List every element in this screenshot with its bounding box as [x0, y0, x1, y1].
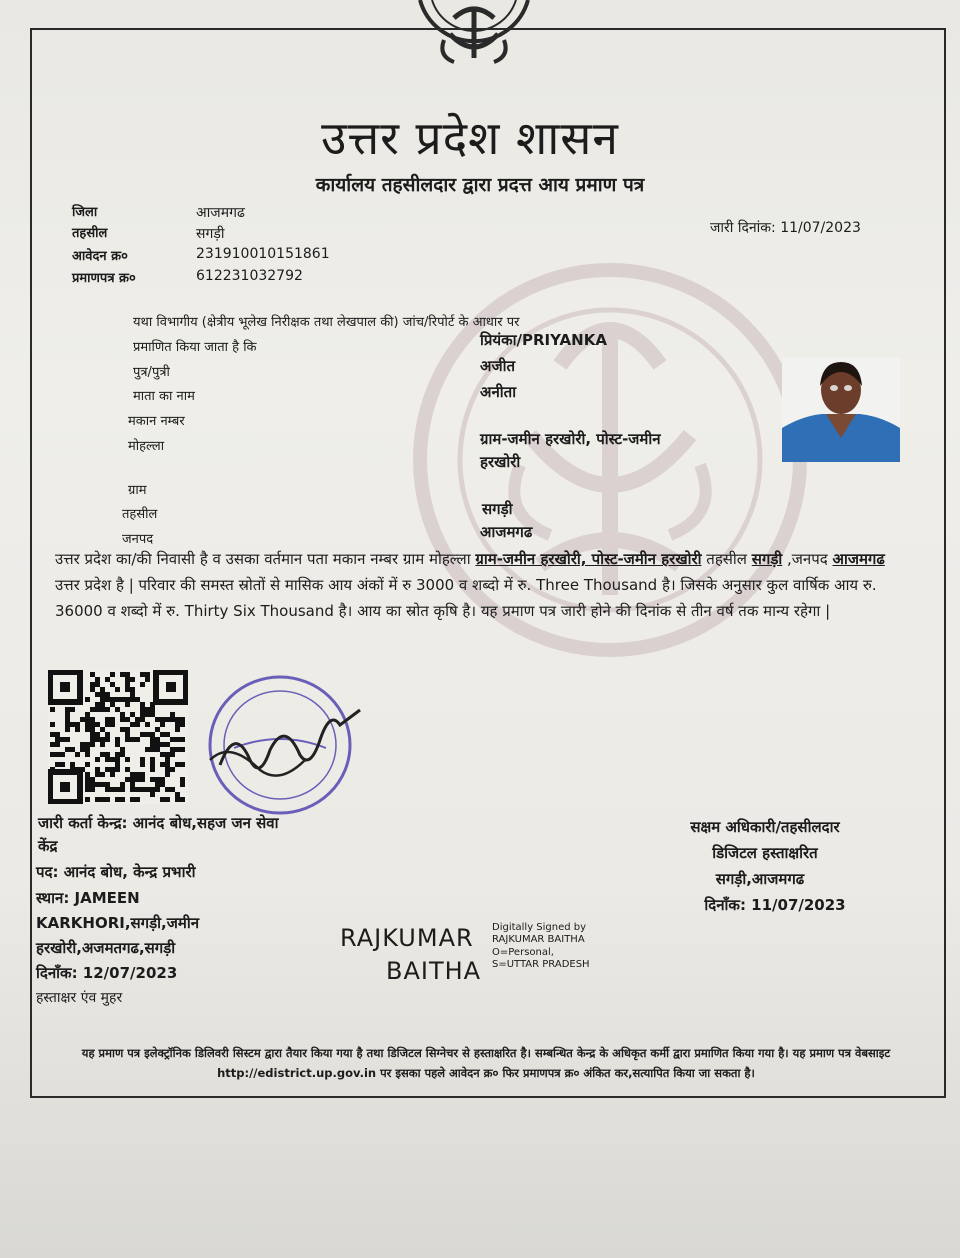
- authority-digital-signed: डिजिटल हस्ताक्षरित: [712, 844, 818, 862]
- statement-address: ग्राम-जमीन हरखोरी, पोस्ट-जमीन हरखोरी: [475, 550, 702, 568]
- janpad-label: जनपद: [122, 532, 154, 547]
- district-label: जिला: [72, 205, 98, 220]
- authority-place: सगड़ी,आजमगढ: [715, 870, 805, 888]
- statement-text-2: तहसील: [701, 550, 752, 568]
- intro-text: यथा विभागीय (क्षेत्रीय भूलेख निरीक्षक तथा लेखपाल की) जांच/रिपोर्ट के आधार पर: [133, 315, 520, 330]
- relation-label: पुत्र/पुत्री: [133, 365, 170, 380]
- district-value: आजमगढ: [196, 205, 245, 221]
- statement-text-1: उत्तर प्रदेश का/की निवासी है व उसका वर्तमान पता मकान नम्बर ग्राम मोहल्ला: [55, 550, 476, 568]
- qr-code-icon: [48, 670, 188, 804]
- digital-signature-line2: RAJKUMAR BAITHA: [492, 934, 585, 945]
- certificate-number-label: प्रमाणपत्र क्र०: [72, 271, 136, 286]
- signer-name-line1: RAJKUMAR: [340, 924, 474, 952]
- detail-tehsil-label: तहसील: [122, 507, 158, 522]
- digital-signature-line1: Digitally Signed by: [492, 922, 587, 933]
- page-subtitle: कार्यालय तहसीलदार द्वारा प्रदत्त आय प्रमाण पत्र: [315, 174, 645, 196]
- detail-tehsil-value: सगड़ी: [482, 500, 513, 518]
- authority-designation: सक्षम अधिकारी/तहसीलदार: [690, 818, 840, 836]
- issuer-place-line3: हरखोरी,अजमतगढ,सगड़ी: [36, 939, 176, 957]
- issue-date: जारी दिनांक: 11/07/2023: [710, 220, 861, 236]
- tehsil-label: तहसील: [72, 226, 108, 241]
- certified-label: प्रमाणित किया जाता है कि: [133, 340, 257, 355]
- statement-tehsil: सगड़ी: [751, 550, 783, 568]
- issuer-post: पद: आनंद बोध, केन्द्र प्रभारी: [36, 863, 196, 881]
- certificate-statement: [55, 546, 905, 624]
- issuer-place-line2: KARKHORI,सगड़ी,जमीन: [36, 914, 200, 932]
- person-photo-icon: [782, 358, 900, 462]
- relation-value: अजीत: [480, 357, 516, 375]
- statement-janpad: आजमगढ: [832, 550, 885, 568]
- authority-date: दिनाँक: 11/07/2023: [704, 896, 846, 914]
- mohalla-value-line2: हरखोरी: [480, 453, 521, 471]
- mohalla-label: मोहल्ला: [128, 439, 165, 454]
- certificate-number-value: 612231032792: [196, 268, 303, 284]
- tehsil-value: सगड़ी: [196, 226, 225, 242]
- application-label: आवेदन क्र०: [72, 249, 128, 264]
- digital-signature-line4: S=UTTAR PRADESH: [492, 959, 590, 970]
- house-number-label: मकान नम्बर: [128, 414, 185, 429]
- footer-note: यह प्रमाण पत्र इलेक्ट्रॉनिक डिलिवरी सिस्टम द्वारा तैयार किया गया है तथा डिजिटल सिग्नेचर से हस्ताक्षरित है। सम्बन्धित केन्द्र के अधिकृत कर्मी द्वारा प्रमाणित किया गया है। यह प्रमाण पत्र वेबसाइट http://edistrict.up.gov.in पर इसका पहले आवेदन क्र० फिर प्रमाणपत्र क्र० अंकित कर,सत्यापित किया जा सकता है।: [81, 1046, 891, 1080]
- mother-label: माता का नाम: [133, 389, 195, 404]
- application-value: 231910010151861: [196, 246, 330, 262]
- digital-signature-line3: O=Personal,: [492, 947, 554, 958]
- mother-value: अनीता: [480, 383, 517, 401]
- applicant-photo: [782, 358, 900, 462]
- issuer-date: दिनाँक: 12/07/2023: [36, 964, 178, 982]
- village-label: ग्राम: [128, 483, 147, 498]
- statement-text-3: ,जनपद: [782, 550, 833, 568]
- mohalla-value-line1: ग्राम-जमीन हरखोरी, पोस्ट-जमीन: [480, 430, 661, 448]
- up-government-emblem-icon: [414, 0, 534, 82]
- statement-text-4: उत्तर प्रदेश है | परिवार की समस्त स्रोतों से मासिक आय अंकों में रु 3000 व शब्दो में रु. Three Thousand है। जिसके अनुसार कुल वार्षिक आय रु. 36000 व शब्दो में रु. Thirty Six Thousand है। आय का स्रोत कृषि है। यह प्रमाण पत्र जारी होने की दिनांक से तीन वर्ष तक मान्य रहेगा |: [55, 576, 877, 620]
- issuer-centre-line1: जारी कर्ता केन्द्र: आनंद बोध,सहज जन सेवा: [38, 814, 279, 832]
- issuer-centre-line2: केंद्र: [38, 837, 58, 855]
- applicant-name: प्रियंका/PRIYANKA: [480, 331, 607, 349]
- issuer-sign-seal: हस्ताक्षर एंव मुहर: [36, 990, 123, 1006]
- janpad-value: आजमगढ: [480, 523, 533, 541]
- signer-name-line2: BAITHA: [386, 957, 482, 985]
- issuer-place-line1: स्थान: JAMEEN: [36, 889, 140, 907]
- round-seal-stamp-icon: [190, 670, 365, 820]
- page-title: उत्तर प्रदेश शासन: [321, 111, 619, 165]
